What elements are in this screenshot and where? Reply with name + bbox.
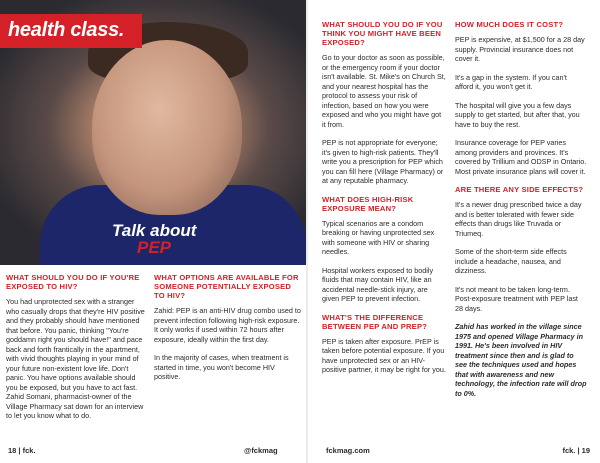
col3-paragraph-2: PEP is not appropriate for everyone; it's given to high-risk patients. They'll write you a prescription for PEP which you can fill here (Village Pharmacy) or at any reputable pharmacy. (322, 138, 444, 185)
col1-body: You had unprotected sex with a stranger who casually drops that they're HIV positive and they probably should have mentioned that before. You panic, thinking "You're goddamn right you should have!" and pace back and forth frantically in the apartment, with vivid thoughts playing in your mind of your future non-existent love life. Don't panic. You have options available should you be exposed, but you have to act fast. Zahid Somani, pharmacist-owner of the Village Pharmacy sat down for an interview to let you know what to do. (6, 297, 145, 420)
col3-paragraph-5: PEP is taken after exposure. PrEP is taken before potential exposure. If you have unprotected sex or an HIV-positive partner, it may be right for you. (322, 336, 446, 374)
column-3 (322, 20, 446, 384)
col4-paragraph-4: Insurance coverage for PEP varies among providers and provinces. It's covered by Trillium and ODSP in Ontario. Most private insurance plans will cover it. (455, 138, 587, 176)
col3-heading-2: WHAT DOES HIGH-RISK EXPOSURE MEAN? (322, 194, 414, 213)
footer-handle: @fckmag (244, 446, 278, 455)
footer-right-page: fck. | 19 (562, 446, 590, 455)
col2-paragraph-1: Zahid: PEP is an anti-HIV drug combo used to prevent infection following high-risk exposure. It only works if used within 72 hours after exposure, ideally within the first day. (154, 306, 301, 344)
col4-paragraph-5: It's a newer drug prescribed twice a day and is better tolerated with fewer side effects than drugs like Truvada or Triumeq. (455, 200, 582, 238)
column-4 (455, 20, 587, 407)
col4-paragraph-1: PEP is expensive, at $1,500 for a 28 day supply. Provincial insurance does not cover it. (455, 35, 585, 63)
col4-paragraph-7: It's not meant to be taken long-term. Post-exposure treatment with PEP last 28 days. (455, 284, 578, 313)
col2-paragraph-2: In the majority of cases, when treatment is started in time, you won't become HIV positive. (154, 353, 289, 381)
photo-face (92, 40, 242, 215)
col1-heading: WHAT SHOULD YOU DO IF YOU'RE EXPOSED TO HIV? (6, 273, 140, 291)
col3-heading-1: WHAT SHOULD YOU DO IF YOU THINK YOU MIGHT HAVE BEEN EXPOSED? (322, 20, 443, 47)
footer-site: fckmag.com (326, 446, 370, 455)
col3-paragraph-1: Go to your doctor as soon as possible, or the emergency room if your doctor isn't available. St. Mike's on Church St, and your nearest hospital has the protocol to assess your risk of infection, based on how you were exposed and who you might have got it from. (322, 53, 446, 129)
col3-paragraph-3: Typical scenarios are a condom breaking or having unprotected sex with someone with HIV or sharing needles. (322, 218, 435, 256)
column-1 (6, 273, 146, 430)
column-2 (154, 273, 302, 391)
col4-heading-1: HOW MUCH DOES IT COST? (455, 20, 564, 29)
col2-heading: WHAT OPTIONS ARE AVAILABLE FOR SOMEONE POTENTIALLY EXPOSED TO HIV? (154, 273, 299, 300)
hero-line2: PEP (137, 238, 172, 257)
hero-line1: Talk about (112, 221, 197, 240)
banner-label: health class. (8, 19, 125, 41)
col3-paragraph-4: Hospital workers exposed to bodily fluids that may contain HIV, like an accidental needle-stick injury, are given PEP to prevent infection. (322, 265, 434, 303)
footer-left-page: 18 | fck. (8, 446, 36, 455)
col4-paragraph-6: Some of the short-term side effects include a headache, nausea, and dizziness. (455, 247, 567, 275)
hero-title (112, 222, 292, 256)
section-banner (0, 14, 142, 48)
col4-heading-2: ARE THERE ANY SIDE EFFECTS? (455, 185, 584, 194)
author-bio: Zahid has worked in the village since 1975 and opened Village Pharmacy in 1991. He's been involved in HIV treatment since then and is glad to see the techniques used and hopes that with awareness and new technology, the infection rate will drop to 0%. (455, 322, 587, 398)
col3-heading-3: WHAT'S THE DIFFERENCE BETWEEN PEP AND PREP? (322, 312, 428, 331)
col4-paragraph-2: It's a gap in the system. If you can't afford it, you won't get it. (455, 72, 567, 91)
page-gutter (306, 0, 308, 463)
col4-paragraph-3: The hospital will give you a few days supply to get started, but after that, you have to buy the rest. (455, 100, 580, 129)
